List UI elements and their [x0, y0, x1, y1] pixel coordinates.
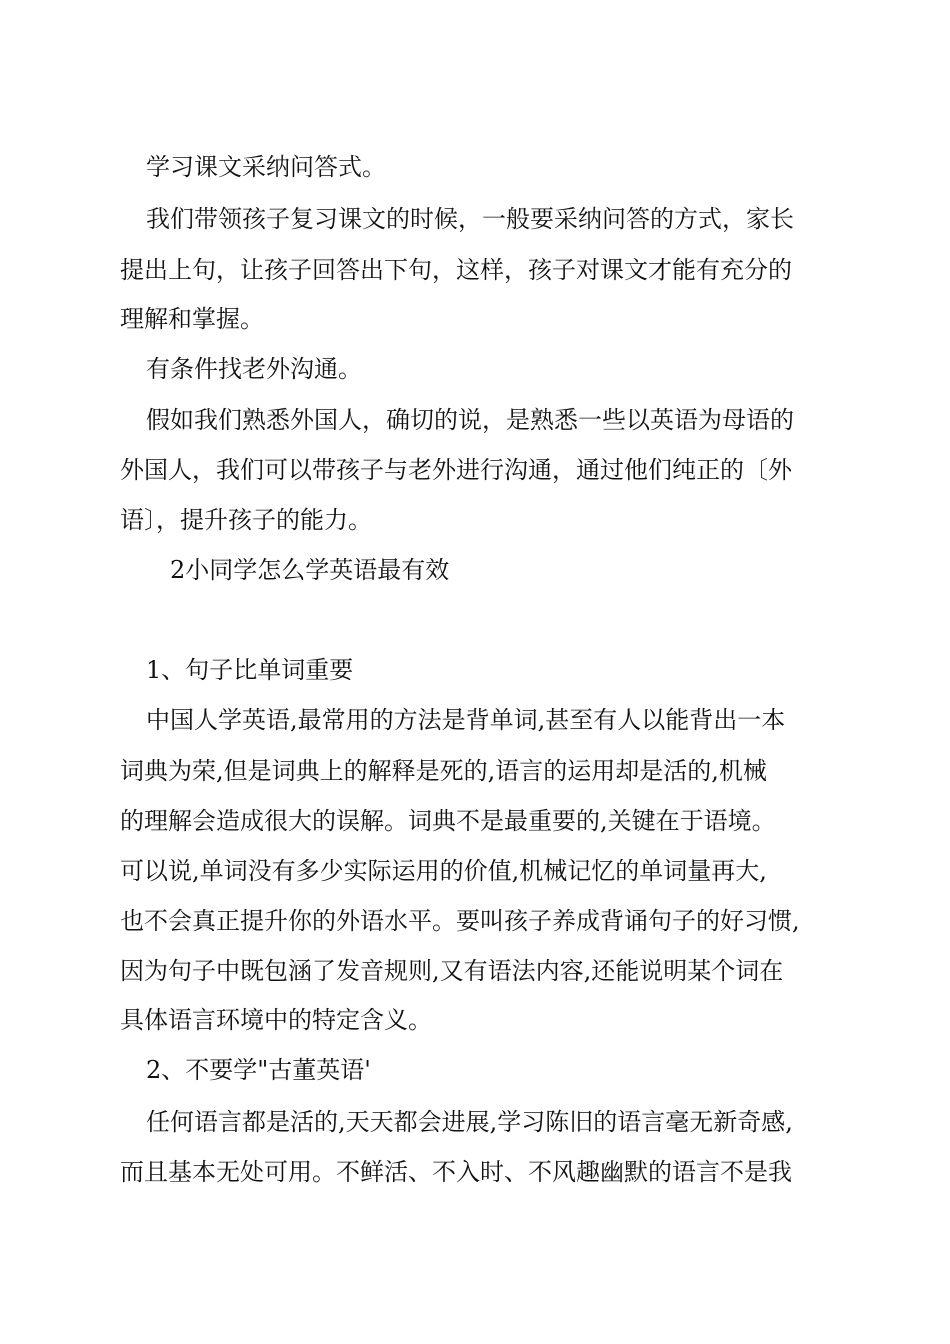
- paragraph-line: 词典为荣,但是词典上的解释是死的,语言的运用却是活的,机械: [120, 757, 767, 785]
- paragraph-line: 因为句子中既包涵了发音规则,又有语法内容,还能说明某个词在: [120, 957, 784, 985]
- subsection-heading: 2、不要学"古董英语': [146, 1056, 371, 1084]
- paragraph-line: 具体语言环境中的特定含义。: [120, 1006, 432, 1034]
- paragraph-line: 假如我们熟悉外国人，确切的说，是熟悉一些以英语为母语的: [146, 406, 794, 434]
- paragraph-line: 任何语言都是活的,天天都会进展,学习陈旧的语言毫无新奇感,: [146, 1108, 793, 1136]
- paragraph-heading-qa: 学习课文采纳问答式。: [146, 153, 386, 181]
- paragraph-line: 而且基本无处可用。不鲜活、不入时、不风趣幽默的语言不是我: [120, 1158, 792, 1186]
- section-title: 2小同学怎么学英语最有效: [170, 556, 450, 584]
- paragraph-line: 中国人学英语,最常用的方法是背单词,甚至有人以能背出一本: [146, 706, 786, 734]
- paragraph-line: 语〕，提升孩子的能力。: [120, 506, 372, 534]
- paragraph-line: 外国人，我们可以带孩子与老外进行沟通，通过他们纯正的〔外: [120, 456, 792, 484]
- paragraph-line: 的理解会造成很大的误解。词典不是最重要的,关键在于语境。: [120, 807, 776, 835]
- paragraph-heading-foreigner: 有条件找老外沟通。: [146, 355, 362, 383]
- paragraph-line: 也不会真正提升你的外语水平。要叫孩子养成背诵句子的好习惯,: [120, 907, 800, 935]
- paragraph-line: 理解和掌握。: [120, 305, 264, 333]
- subsection-heading: 1、句子比单词重要: [146, 656, 354, 684]
- paragraph-line: 可以说,单词没有多少实际运用的价值,机械记忆的单词量再大,: [120, 857, 767, 885]
- paragraph-line: 我们带领孩子复习课文的时候，一般要采纳问答的方式，家长: [146, 205, 794, 233]
- paragraph-line: 提出上句，让孩子回答出下句，这样，孩子对课文才能有充分的: [120, 256, 792, 284]
